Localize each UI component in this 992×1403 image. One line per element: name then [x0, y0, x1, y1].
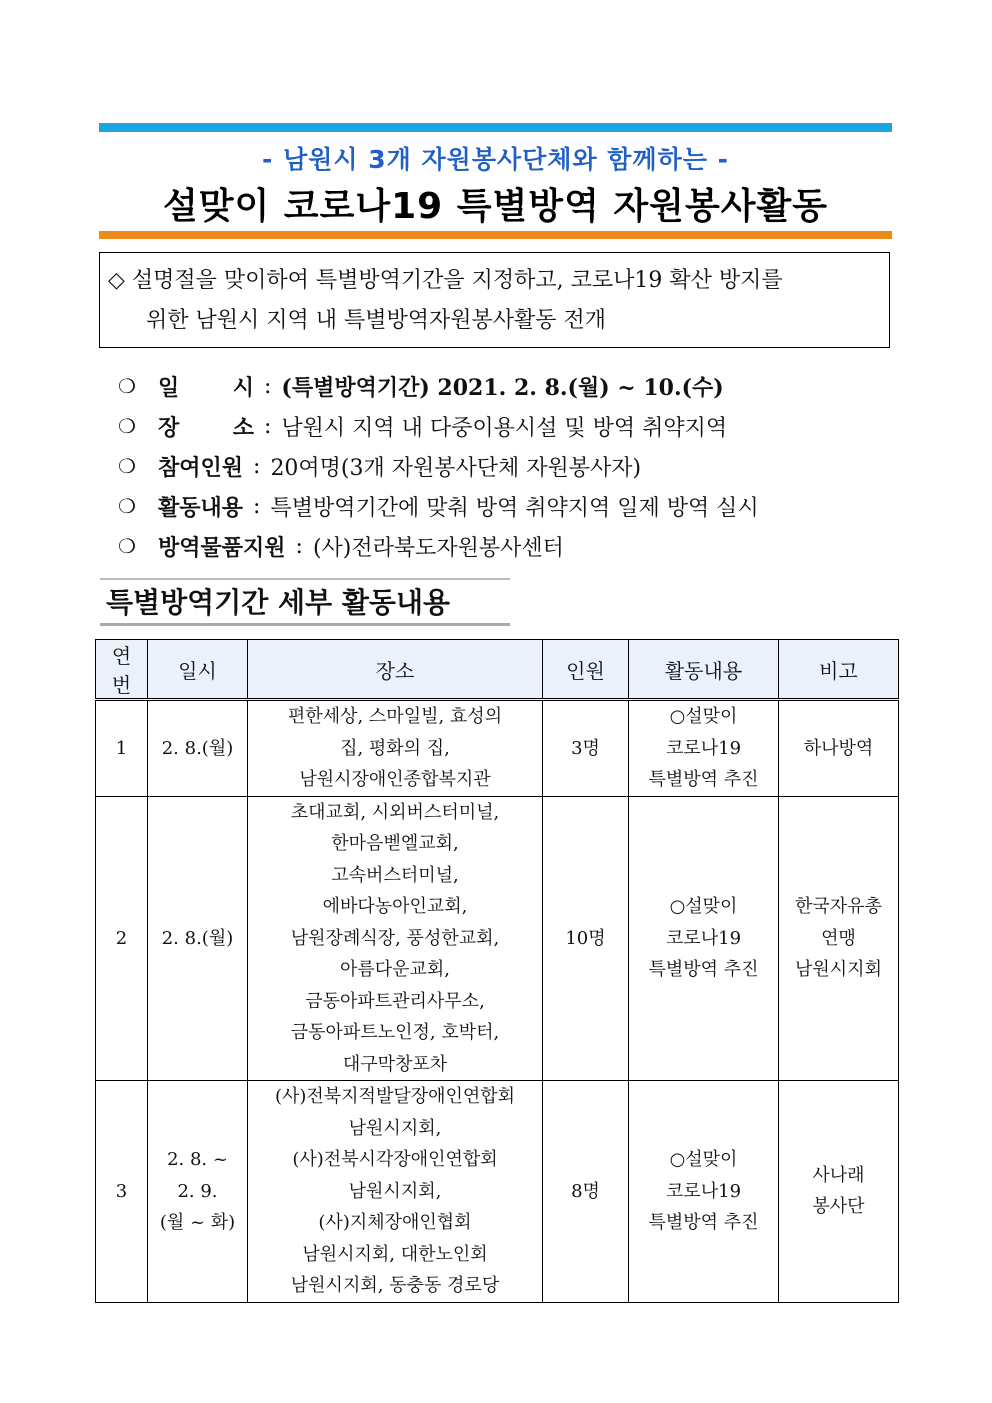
cell-date-line: 2. 8.(월) [161, 737, 234, 759]
header-place: 장소 [248, 640, 543, 700]
cell-note-line: 사나래 [812, 1164, 865, 1186]
document-title: 설맞이 코로나19 특별방역 자원봉사활동 [162, 186, 829, 227]
info-value-activity: 특별방역기간에 맞춰 방역 취약지역 일제 방역 실시 [270, 495, 759, 521]
cell-activity-line: 코로나19 [665, 1180, 742, 1202]
cell-date-line: 2. 8. ~ [167, 1149, 228, 1170]
table-header-row [96, 640, 899, 700]
bullet-circle-icon: ❍ [118, 414, 136, 438]
cell-note [779, 796, 899, 1081]
cell-no: 3 [96, 1081, 148, 1303]
cell-place [248, 796, 543, 1081]
cell-place-line: (사)전북지적발달장애인연합회 [274, 1086, 516, 1107]
cell-activity [629, 796, 779, 1081]
cell-date-line: (월 ~ 화) [159, 1212, 236, 1233]
info-colon: : [264, 413, 272, 439]
cell-activity-line: ○설맞이 [669, 1149, 738, 1170]
info-label-place: 장 소 [158, 414, 254, 441]
cell-activity-line: 특별방역 추진 [648, 769, 759, 790]
bottom-accent-bar [99, 231, 892, 239]
info-row-supply [118, 526, 898, 566]
info-label-supply: 방역물품지원 [158, 534, 286, 561]
info-value-place: 남원시 지역 내 다중이용시설 및 방역 취약지역 [281, 415, 728, 441]
cell-date [148, 796, 248, 1081]
table-row [96, 700, 899, 797]
info-colon: : [264, 373, 272, 399]
table-row [96, 796, 899, 1081]
cell-place-line: 한마음벧엘교회, [331, 833, 459, 854]
cell-note-line: 하나방역 [803, 737, 874, 759]
bullet-circle-icon: ❍ [118, 494, 136, 518]
cell-activity [629, 1081, 779, 1303]
info-label-date: 일 시 [158, 374, 254, 401]
cell-activity-line: 특별방역 추진 [648, 959, 759, 980]
info-list [118, 366, 898, 566]
cell-place-line: 남원시지회, 대한노인회 [302, 1243, 488, 1265]
cell-no: 2 [96, 796, 148, 1081]
header-people: 인원 [543, 640, 629, 700]
cell-activity-line: 코로나19 [665, 927, 742, 949]
cell-place-line: 금동아파트관리사무소, [305, 990, 485, 1012]
info-label-people: 참여인원 [158, 454, 244, 481]
cell-place-line: 남원시지회, [348, 1117, 442, 1139]
cell-note-line: 연맹 [821, 927, 856, 949]
cell-place-line: 대구막창포차 [342, 1053, 448, 1075]
document-subtitle: - 남원시 3개 자원봉사단체와 함께하는 - [262, 145, 729, 174]
cell-place-line: 집, 평화의 집, [340, 737, 450, 759]
cell-place-line: (사)지체장애인협회 [318, 1212, 472, 1233]
table-body [96, 700, 899, 1303]
cell-activity-line: ○설맞이 [669, 896, 738, 917]
cell-place [248, 700, 543, 797]
cell-date-line: 2. 8.(월) [161, 927, 234, 949]
cell-activity [629, 700, 779, 797]
activity-table [95, 639, 899, 1303]
cell-place-line: 에바다농아인교회, [322, 896, 468, 917]
table-row [96, 1081, 899, 1303]
cell-activity-line: 특별방역 추진 [648, 1212, 759, 1233]
cell-no: 1 [96, 700, 148, 797]
info-colon: : [253, 493, 261, 519]
cell-place-line: 아름다운교회, [339, 959, 451, 980]
cell-people: 3명 [543, 700, 629, 797]
info-colon: : [295, 533, 303, 559]
info-row-date [118, 366, 898, 406]
cell-place-line: 초대교회, 시외버스터미널, [290, 801, 500, 823]
cell-place [248, 1081, 543, 1303]
info-value-supply: (사)전라북도자원봉사센터 [312, 535, 564, 561]
cell-activity-line: ○설맞이 [669, 706, 738, 727]
cell-note [779, 700, 899, 797]
info-value-people: 20여명(3개 자원봉사단체 자원봉사자) [270, 455, 642, 481]
section-title: 특별방역기간 세부 활동내용 [100, 578, 510, 626]
cell-place-line: 남원시장애인종합복지관 [299, 769, 491, 790]
bullet-circle-icon: ❍ [118, 374, 136, 398]
cell-note-line: 남원시지회 [795, 959, 882, 980]
cell-place-line: 편한세상, 스마일빌, 효성의 [287, 706, 503, 727]
summary-line-1: ◇ 설명절을 맞이하여 특별방역기간을 지정하고, 코로나19 확산 방지를 [108, 268, 783, 293]
cell-note-line: 한국자유총 [795, 896, 882, 917]
cell-place-line: 남원시지회, 동충동 경로당 [290, 1275, 500, 1296]
header-no: 연 번 [96, 640, 148, 700]
cell-place-line: 금동아파트노인정, 호박터, [290, 1022, 500, 1043]
cell-date-line: 2. 9. [177, 1180, 218, 1202]
bullet-circle-icon: ❍ [118, 454, 136, 478]
cell-note [779, 1081, 899, 1303]
info-colon: : [253, 453, 261, 479]
cell-people: 8명 [543, 1081, 629, 1303]
cell-people: 10명 [543, 796, 629, 1081]
info-label-activity: 활동내용 [158, 494, 244, 521]
cell-place-line: 남원시지회, [348, 1180, 442, 1202]
header-note: 비고 [779, 640, 899, 700]
cell-place-line: 고속버스터미널, [331, 864, 459, 886]
info-row-activity [118, 486, 898, 526]
summary-box [99, 252, 890, 348]
info-value-date: (특별방역기간) 2021. 2. 8.(월) ~ 10.(수) [281, 374, 724, 401]
summary-line-2: 위한 남원시 지역 내 특별방역자원봉사활동 전개 [146, 308, 607, 333]
bullet-circle-icon: ❍ [118, 534, 136, 558]
info-row-place [118, 406, 898, 446]
header-date: 일시 [148, 640, 248, 700]
cell-date [148, 1081, 248, 1303]
cell-date [148, 700, 248, 797]
info-row-people [118, 446, 898, 486]
cell-note-line: 봉사단 [812, 1196, 865, 1218]
header-activity: 활동내용 [629, 640, 779, 700]
cell-place-line: (사)전북시각장애인연합회 [292, 1149, 498, 1170]
cell-activity-line: 코로나19 [665, 737, 742, 759]
top-accent-bar [99, 123, 892, 132]
cell-place-line: 남원장례식장, 풍성한교회, [290, 927, 500, 949]
